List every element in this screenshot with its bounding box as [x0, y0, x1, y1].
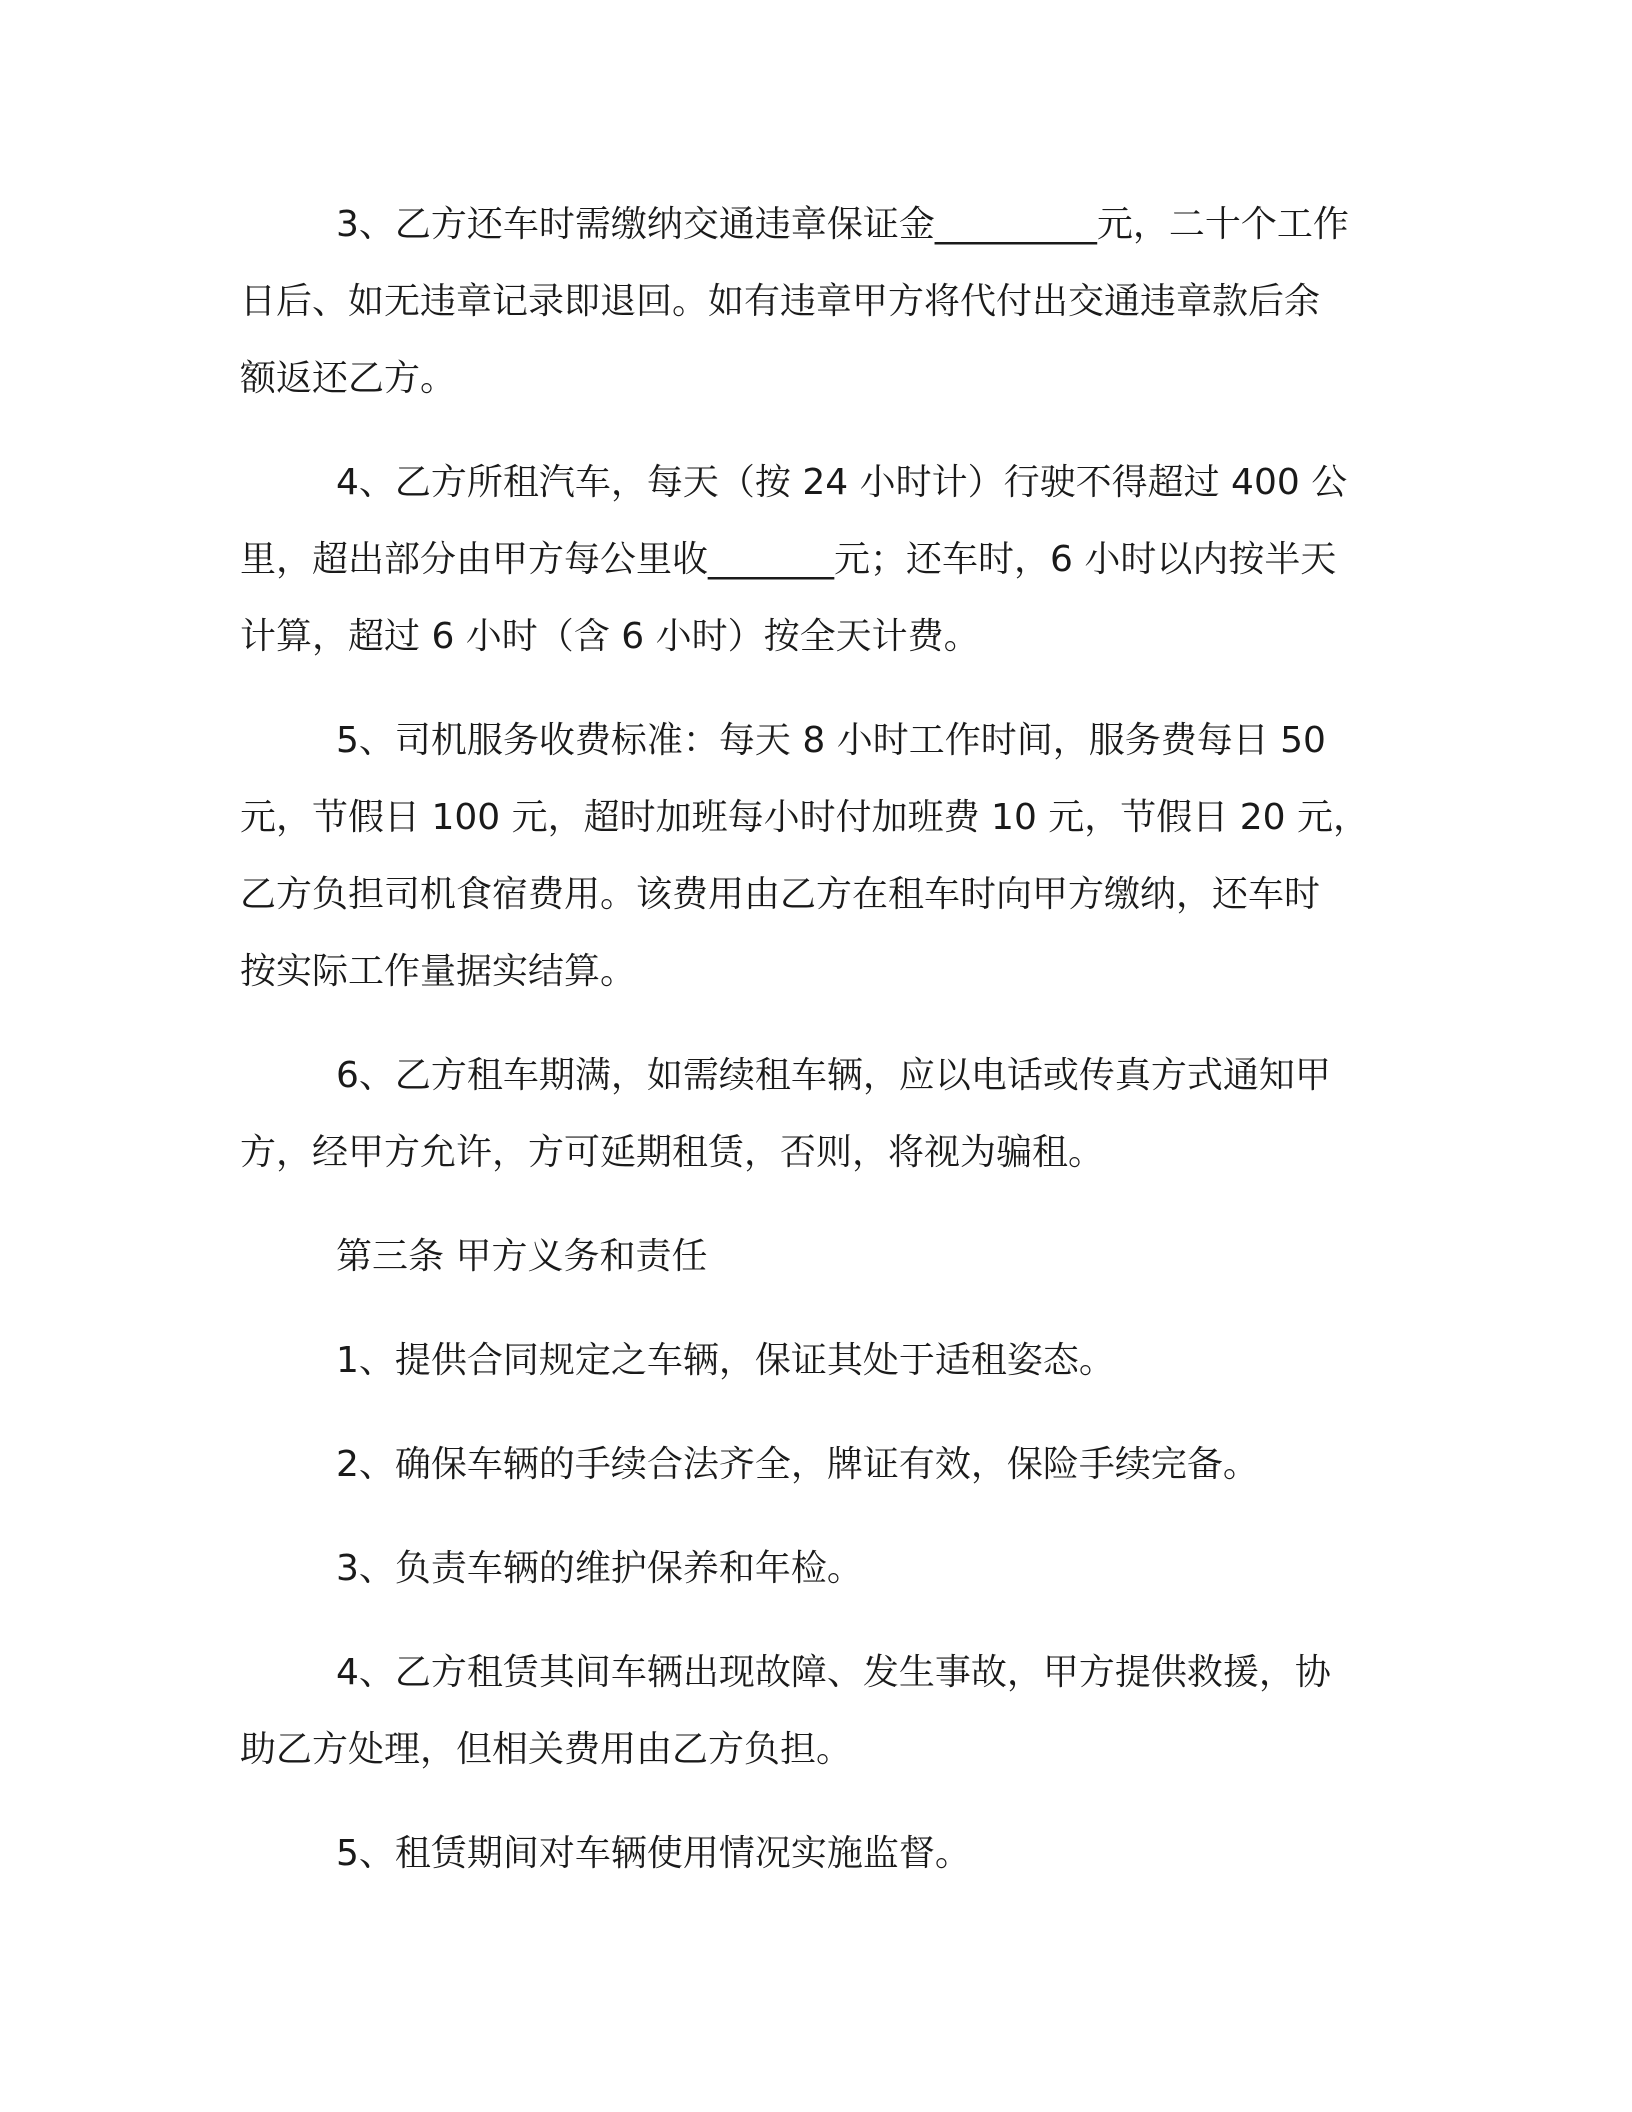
clause-paragraph-4	[240, 444, 1376, 675]
paragraph-line: 3、负责车辆的维护保养和年检。	[336, 1548, 863, 1589]
section-item-1	[240, 1322, 1376, 1399]
paragraph-line: 3、乙方还车时需缴纳交通违章保证金_________元，二十个工作	[336, 204, 1349, 245]
paragraph-line: 6、乙方租车期满，如需续租车辆，应以电话或传真方式通知甲	[336, 1055, 1331, 1096]
paragraph-line: 2、确保车辆的手续合法齐全，牌证有效，保险手续完备。	[336, 1444, 1259, 1485]
paragraph-line: 5、司机服务收费标准：每天 8 小时工作时间，服务费每日 50	[336, 720, 1326, 761]
document-body	[240, 186, 1376, 1919]
paragraph-line: 乙方负担司机食宿费用。该费用由乙方在租车时向甲方缴纳，还车时	[240, 874, 1321, 915]
paragraph-line: 5、租赁期间对车辆使用情况实施监督。	[336, 1833, 971, 1874]
section-item-4	[240, 1634, 1376, 1788]
paragraph-line: 元，节假日 100 元，超时加班每小时付加班费 10 元，节假日 20 元，	[240, 797, 1369, 838]
clause-paragraph-6	[240, 1037, 1376, 1191]
paragraph-line: 4、乙方所租汽车，每天（按 24 小时计）行驶不得超过 400 公	[336, 462, 1348, 503]
clause-paragraph-5	[240, 702, 1376, 1010]
paragraph-line: 1、提供合同规定之车辆，保证其处于适租姿态。	[336, 1340, 1115, 1381]
paragraph-line: 4、乙方租赁其间车辆出现故障、发生事故，甲方提供救援，协	[336, 1652, 1331, 1693]
clause-paragraph-3	[240, 186, 1376, 417]
paragraph-line: 按实际工作量据实结算。	[240, 951, 637, 992]
section-heading: 第三条 甲方义务和责任	[336, 1236, 708, 1277]
section-item-2	[240, 1426, 1376, 1503]
paragraph-line: 日后、如无违章记录即退回。如有违章甲方将代付出交通违章款后余	[240, 281, 1321, 322]
paragraph-line: 计算，超过 6 小时（含 6 小时）按全天计费。	[240, 616, 980, 657]
paragraph-line: 方，经甲方允许，方可延期租赁，否则，将视为骗租。	[240, 1132, 1105, 1173]
paragraph-line: 里，超出部分由甲方每公里收_______元；还车时，6 小时以内按半天	[240, 539, 1337, 580]
paragraph-line: 额返还乙方。	[240, 358, 457, 399]
section-item-5	[240, 1815, 1376, 1892]
paragraph-line: 助乙方处理，但相关费用由乙方负担。	[240, 1729, 853, 1770]
section-item-3	[240, 1530, 1376, 1607]
